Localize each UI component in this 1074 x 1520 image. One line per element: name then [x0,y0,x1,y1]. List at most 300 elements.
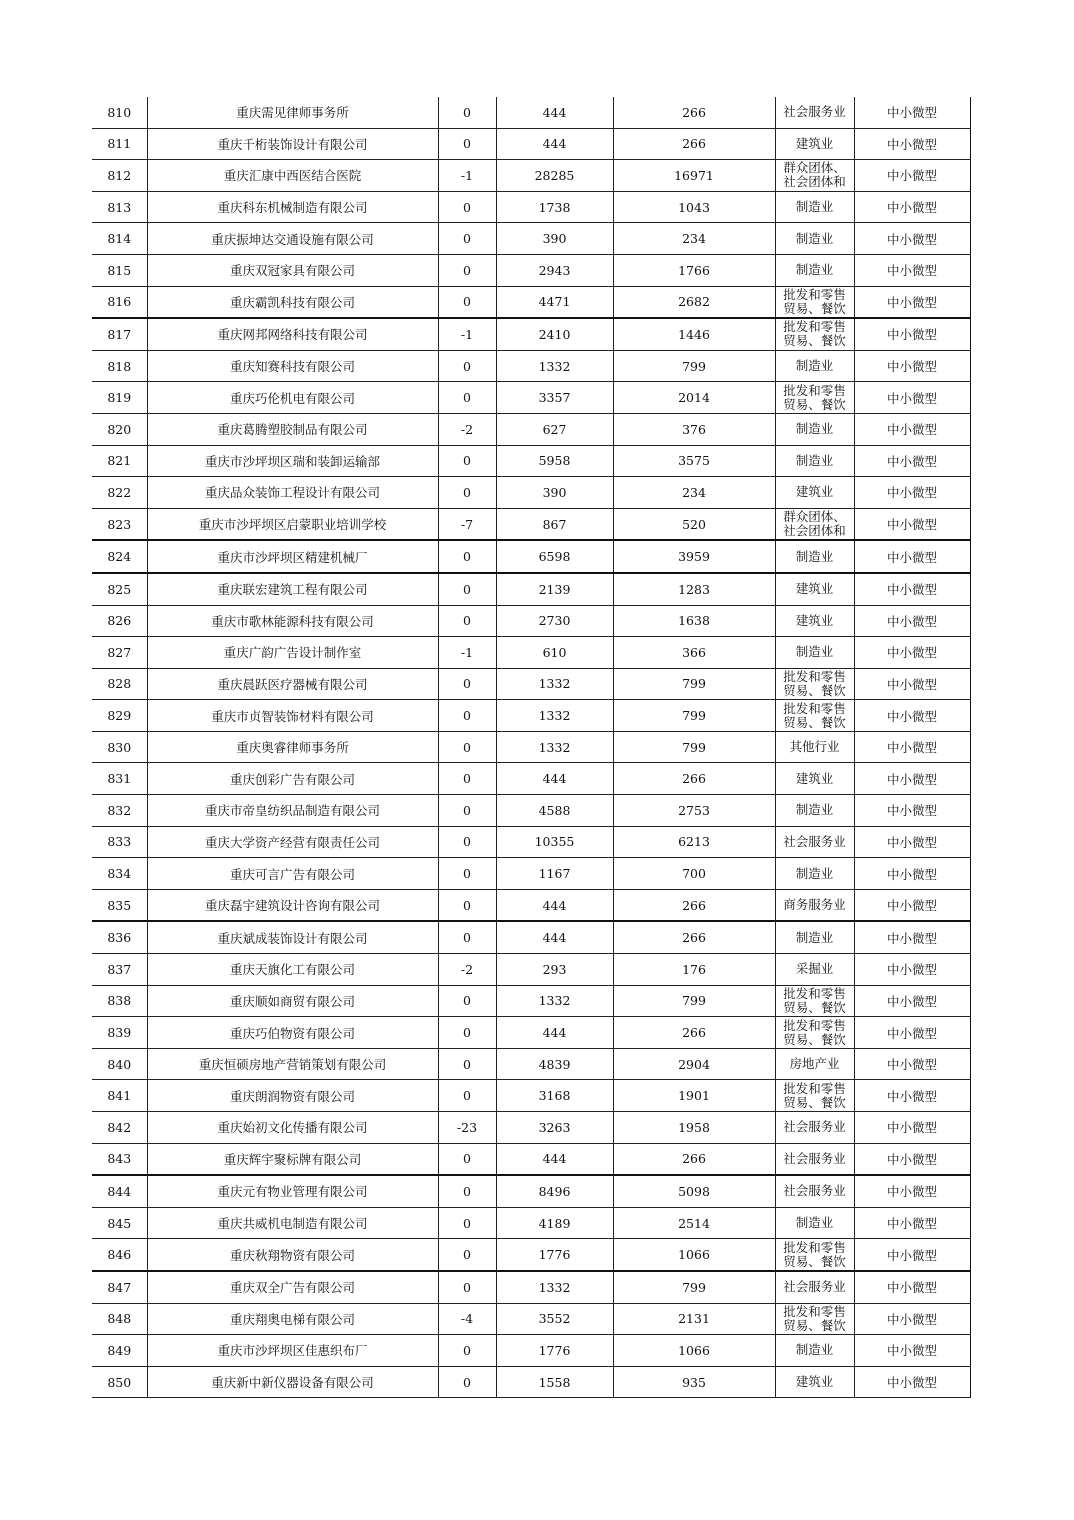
enterprise-type-cell: 中小微型 [854,858,970,890]
change-count-cell: 0 [438,445,496,477]
company-name-cell: 重庆市歌林能源科技有限公司 [147,605,438,637]
amount-b-cell: 4189 [496,1207,613,1239]
company-name-cell: 重庆翔奥电梯有限公司 [147,1303,438,1335]
change-count-cell: 0 [438,382,496,414]
company-name-cell: 重庆巧伯物资有限公司 [147,1017,438,1049]
industry-label: 制造业 [795,1342,834,1358]
industry-label: 建筑业 [795,1374,834,1390]
amount-c-cell: 266 [613,1143,775,1175]
amount-c-cell: 1901 [613,1080,775,1112]
amount-c-cell: 266 [613,1017,775,1049]
enterprise-type-cell: 中小微型 [854,254,970,286]
company-name-cell: 重庆始初文化传播有限公司 [147,1112,438,1144]
enterprise-type-cell: 中小微型 [854,128,970,160]
change-count-cell: 0 [438,1271,496,1303]
amount-b-cell: 4588 [496,795,613,827]
amount-c-cell: 520 [613,508,775,540]
row-number-cell: 848 [92,1303,147,1335]
industry-cell [775,700,854,732]
row-number-cell: 831 [92,763,147,795]
enterprise-type-cell: 中小微型 [854,889,970,921]
company-name-cell: 重庆顺如商贸有限公司 [147,985,438,1017]
amount-b-cell: 444 [496,1017,613,1049]
company-name-cell: 重庆千桁装饰设计有限公司 [147,128,438,160]
enterprise-type-cell: 中小微型 [854,286,970,318]
row-number-cell: 843 [92,1143,147,1175]
amount-b-cell: 390 [496,223,613,255]
amount-b-cell: 627 [496,413,613,445]
table-row [92,921,970,953]
industry-label: 建筑业 [795,484,834,500]
enterprise-type-cell: 中小微型 [854,1143,970,1175]
change-count-cell: 0 [438,763,496,795]
amount-b-cell: 1332 [496,350,613,382]
industry-label: 批发和零售贸易、餐饮 [783,383,846,412]
industry-cell [775,254,854,286]
change-count-cell: 0 [438,858,496,890]
table-row [92,1080,970,1112]
enterprise-type-cell: 中小微型 [854,826,970,858]
table-row [92,1143,970,1175]
table-row [92,1017,970,1049]
amount-b-cell: 1332 [496,985,613,1017]
amount-c-cell: 266 [613,128,775,160]
table-row [92,445,970,477]
company-name-cell: 重庆磊宇建筑设计咨询有限公司 [147,889,438,921]
industry-cell [775,1048,854,1080]
industry-cell [775,160,854,192]
table-body [92,97,970,1398]
amount-c-cell: 1043 [613,191,775,223]
industry-label: 批发和零售贸易、餐饮 [783,320,846,349]
amount-c-cell: 2753 [613,795,775,827]
table-row [92,637,970,669]
change-count-cell: 0 [438,1143,496,1175]
row-number-cell: 813 [92,191,147,223]
enterprise-type-cell: 中小微型 [854,731,970,763]
enterprise-type-cell: 中小微型 [854,954,970,986]
amount-b-cell: 1776 [496,1335,613,1367]
industry-label: 制造业 [795,358,834,374]
table-row [92,128,970,160]
table-row [92,1366,970,1398]
amount-b-cell: 610 [496,637,613,669]
table-row [92,1239,970,1271]
table-row [92,413,970,445]
table-row [92,540,970,573]
company-name-cell: 重庆汇康中西医结合医院 [147,160,438,192]
change-count-cell: 0 [438,1017,496,1049]
table-row [92,700,970,732]
amount-b-cell: 1332 [496,700,613,732]
industry-cell [775,605,854,637]
spreadsheet-page [92,97,970,1398]
industry-cell [775,540,854,573]
amount-b-cell: 867 [496,508,613,540]
amount-b-cell: 2139 [496,573,613,605]
amount-b-cell: 3357 [496,382,613,414]
change-count-cell: -2 [438,413,496,445]
company-name-cell: 重庆市沙坪坝区精建机械厂 [147,540,438,573]
amount-c-cell: 2514 [613,1207,775,1239]
row-number-cell: 838 [92,985,147,1017]
enterprise-type-cell: 中小微型 [854,1271,970,1303]
amount-c-cell: 2904 [613,1048,775,1080]
industry-cell [775,985,854,1017]
industry-label: 批发和零售贸易、餐饮 [783,1018,846,1047]
industry-label: 制造业 [795,199,834,215]
industry-cell [775,889,854,921]
enterprise-type-cell: 中小微型 [854,1048,970,1080]
industry-cell [775,1366,854,1398]
amount-c-cell: 3959 [613,540,775,573]
change-count-cell: 0 [438,700,496,732]
company-name-cell: 重庆市沙坪坝区佳惠织布厂 [147,1335,438,1367]
company-name-cell: 重庆晨跃医疗器械有限公司 [147,668,438,700]
industry-cell [775,1080,854,1112]
table-row [92,1048,970,1080]
amount-b-cell: 1558 [496,1366,613,1398]
amount-c-cell: 266 [613,889,775,921]
industry-cell [775,1271,854,1303]
amount-b-cell: 444 [496,889,613,921]
industry-label: 商务服务业 [783,897,846,913]
industry-label: 制造业 [795,929,834,945]
enterprise-type-cell: 中小微型 [854,1366,970,1398]
amount-b-cell: 8496 [496,1175,613,1207]
row-number-cell: 847 [92,1271,147,1303]
company-name-cell: 重庆创彩广告有限公司 [147,763,438,795]
industry-cell [775,508,854,540]
change-count-cell: 0 [438,1080,496,1112]
industry-label: 制造业 [795,262,834,278]
change-count-cell: 0 [438,350,496,382]
row-number-cell: 832 [92,795,147,827]
change-count-cell: 0 [438,985,496,1017]
industry-cell [775,826,854,858]
company-name-cell: 重庆辉宇聚标牌有限公司 [147,1143,438,1175]
table-row [92,573,970,605]
change-count-cell: 0 [438,605,496,637]
amount-c-cell: 799 [613,350,775,382]
table-row [92,1175,970,1207]
row-number-cell: 840 [92,1048,147,1080]
industry-cell [775,445,854,477]
amount-b-cell: 1332 [496,731,613,763]
industry-label: 制造业 [795,802,834,818]
industry-label: 建筑业 [795,612,834,628]
company-name-cell: 重庆科东机械制造有限公司 [147,191,438,223]
industry-label: 其他行业 [789,739,840,755]
industry-label: 制造业 [795,1215,834,1231]
amount-b-cell: 444 [496,128,613,160]
enterprise-type-cell: 中小微型 [854,1303,970,1335]
change-count-cell: 0 [438,191,496,223]
industry-cell [775,191,854,223]
change-count-cell: 0 [438,1239,496,1271]
company-name-cell: 重庆奥睿律师事务所 [147,731,438,763]
company-name-cell: 重庆天旗化工有限公司 [147,954,438,986]
row-number-cell: 825 [92,573,147,605]
row-number-cell: 830 [92,731,147,763]
enterprise-type-cell: 中小微型 [854,985,970,1017]
company-name-cell: 重庆可言广告有限公司 [147,858,438,890]
industry-label: 制造业 [795,644,834,660]
amount-b-cell: 1167 [496,858,613,890]
industry-cell [775,477,854,509]
industry-label: 制造业 [795,548,834,564]
company-name-cell: 重庆双全广告有限公司 [147,1271,438,1303]
company-name-cell: 重庆市沙坪坝区瑞和装卸运输部 [147,445,438,477]
table-row [92,826,970,858]
industry-label: 社会服务业 [783,1279,846,1295]
enterprise-table [92,97,971,1398]
amount-b-cell: 444 [496,1143,613,1175]
amount-c-cell: 234 [613,223,775,255]
industry-label: 制造业 [795,421,834,437]
industry-cell [775,573,854,605]
row-number-cell: 824 [92,540,147,573]
amount-c-cell: 700 [613,858,775,890]
amount-c-cell: 16971 [613,160,775,192]
row-number-cell: 849 [92,1335,147,1367]
amount-c-cell: 1066 [613,1239,775,1271]
amount-c-cell: 2131 [613,1303,775,1335]
row-number-cell: 834 [92,858,147,890]
company-name-cell: 重庆振坤达交通设施有限公司 [147,223,438,255]
row-number-cell: 814 [92,223,147,255]
enterprise-type-cell: 中小微型 [854,1207,970,1239]
amount-b-cell: 444 [496,921,613,953]
row-number-cell: 842 [92,1112,147,1144]
company-name-cell: 重庆联宏建筑工程有限公司 [147,573,438,605]
table-row [92,1112,970,1144]
row-number-cell: 826 [92,605,147,637]
industry-label: 批发和零售贸易、餐饮 [783,986,846,1015]
row-number-cell: 822 [92,477,147,509]
row-number-cell: 833 [92,826,147,858]
amount-b-cell: 390 [496,477,613,509]
change-count-cell: 0 [438,254,496,286]
enterprise-type-cell: 中小微型 [854,1017,970,1049]
change-count-cell: -1 [438,160,496,192]
change-count-cell: 0 [438,540,496,573]
company-name-cell: 重庆秋翔物资有限公司 [147,1239,438,1271]
change-count-cell: -1 [438,637,496,669]
table-row [92,1271,970,1303]
table-row [92,954,970,986]
table-row [92,350,970,382]
amount-b-cell: 6598 [496,540,613,573]
amount-c-cell: 799 [613,668,775,700]
industry-cell [775,1239,854,1271]
row-number-cell: 841 [92,1080,147,1112]
change-count-cell: 0 [438,795,496,827]
row-number-cell: 816 [92,286,147,318]
amount-c-cell: 176 [613,954,775,986]
amount-b-cell: 4471 [496,286,613,318]
industry-label: 社会服务业 [783,1150,846,1166]
change-count-cell: 0 [438,1335,496,1367]
amount-b-cell: 1332 [496,668,613,700]
industry-label: 社会服务业 [783,1119,846,1135]
table-row [92,382,970,414]
table-row [92,1303,970,1335]
enterprise-type-cell: 中小微型 [854,350,970,382]
industry-label: 批发和零售贸易、餐饮 [783,1081,846,1110]
industry-cell [775,413,854,445]
amount-b-cell: 3552 [496,1303,613,1335]
amount-c-cell: 266 [613,763,775,795]
enterprise-type-cell: 中小微型 [854,1239,970,1271]
company-name-cell: 重庆知赛科技有限公司 [147,350,438,382]
change-count-cell: 0 [438,128,496,160]
industry-label: 社会服务业 [783,1183,846,1199]
change-count-cell: 0 [438,731,496,763]
change-count-cell: 0 [438,477,496,509]
company-name-cell: 重庆市沙坪坝区启蒙职业培训学校 [147,508,438,540]
industry-cell [775,795,854,827]
enterprise-type-cell: 中小微型 [854,508,970,540]
company-name-cell: 重庆恒硕房地产营销策划有限公司 [147,1048,438,1080]
change-count-cell: 0 [438,826,496,858]
enterprise-type-cell: 中小微型 [854,1335,970,1367]
enterprise-type-cell: 中小微型 [854,223,970,255]
enterprise-type-cell: 中小微型 [854,477,970,509]
company-name-cell: 重庆需见律师事务所 [147,97,438,128]
row-number-cell: 811 [92,128,147,160]
table-row [92,286,970,318]
row-number-cell: 820 [92,413,147,445]
amount-b-cell: 4839 [496,1048,613,1080]
enterprise-type-cell: 中小微型 [854,700,970,732]
change-count-cell: -7 [438,508,496,540]
amount-c-cell: 1958 [613,1112,775,1144]
row-number-cell: 818 [92,350,147,382]
company-name-cell: 重庆市贞智装饰材料有限公司 [147,700,438,732]
amount-c-cell: 799 [613,700,775,732]
amount-b-cell: 1738 [496,191,613,223]
industry-cell [775,382,854,414]
company-name-cell: 重庆元有物业管理有限公司 [147,1175,438,1207]
amount-c-cell: 5098 [613,1175,775,1207]
company-name-cell: 重庆葛腾塑胶制品有限公司 [147,413,438,445]
enterprise-type-cell: 中小微型 [854,1080,970,1112]
change-count-cell: 0 [438,573,496,605]
company-name-cell: 重庆霸凯科技有限公司 [147,286,438,318]
amount-b-cell: 2730 [496,605,613,637]
enterprise-type-cell: 中小微型 [854,921,970,953]
change-count-cell: -4 [438,1303,496,1335]
row-number-cell: 829 [92,700,147,732]
enterprise-type-cell: 中小微型 [854,445,970,477]
amount-c-cell: 799 [613,731,775,763]
row-number-cell: 828 [92,668,147,700]
company-name-cell: 重庆巧伦机电有限公司 [147,382,438,414]
industry-cell [775,731,854,763]
change-count-cell: 0 [438,223,496,255]
table-row [92,795,970,827]
table-row [92,731,970,763]
amount-c-cell: 234 [613,477,775,509]
amount-c-cell: 1446 [613,318,775,350]
enterprise-type-cell: 中小微型 [854,97,970,128]
table-row [92,889,970,921]
row-number-cell: 846 [92,1239,147,1271]
table-row [92,191,970,223]
industry-label: 批发和零售贸易、餐饮 [783,287,846,316]
change-count-cell: 0 [438,1048,496,1080]
change-count-cell: 0 [438,668,496,700]
company-name-cell: 重庆市帝皇纺织品制造有限公司 [147,795,438,827]
industry-cell [775,1303,854,1335]
enterprise-type-cell: 中小微型 [854,795,970,827]
industry-cell [775,1143,854,1175]
industry-cell [775,223,854,255]
company-name-cell: 重庆网邦网络科技有限公司 [147,318,438,350]
change-count-cell: -2 [438,954,496,986]
change-count-cell: -23 [438,1112,496,1144]
row-number-cell: 823 [92,508,147,540]
amount-b-cell: 2410 [496,318,613,350]
amount-c-cell: 1638 [613,605,775,637]
company-name-cell: 重庆双冠家具有限公司 [147,254,438,286]
change-count-cell: 0 [438,286,496,318]
row-number-cell: 837 [92,954,147,986]
table-row [92,160,970,192]
amount-b-cell: 1776 [496,1239,613,1271]
row-number-cell: 839 [92,1017,147,1049]
industry-label: 制造业 [795,452,834,468]
table-row [92,763,970,795]
table-row [92,1335,970,1367]
amount-b-cell: 293 [496,954,613,986]
row-number-cell: 835 [92,889,147,921]
enterprise-type-cell: 中小微型 [854,637,970,669]
amount-c-cell: 1066 [613,1335,775,1367]
industry-cell [775,286,854,318]
enterprise-type-cell: 中小微型 [854,1175,970,1207]
amount-b-cell: 1332 [496,1271,613,1303]
industry-cell [775,763,854,795]
enterprise-type-cell: 中小微型 [854,413,970,445]
amount-b-cell: 444 [496,763,613,795]
table-row [92,605,970,637]
industry-label: 批发和零售贸易、餐饮 [783,1240,846,1269]
industry-label: 采掘业 [795,961,834,977]
amount-c-cell: 266 [613,921,775,953]
amount-b-cell: 5958 [496,445,613,477]
industry-label: 群众团体、社会团体和 [783,161,846,190]
enterprise-type-cell: 中小微型 [854,318,970,350]
table-row [92,1207,970,1239]
amount-b-cell: 10355 [496,826,613,858]
industry-cell [775,1017,854,1049]
enterprise-type-cell: 中小微型 [854,382,970,414]
amount-c-cell: 2682 [613,286,775,318]
amount-c-cell: 3575 [613,445,775,477]
amount-c-cell: 1283 [613,573,775,605]
industry-cell [775,350,854,382]
industry-label: 批发和零售贸易、餐饮 [783,701,846,730]
industry-label: 社会服务业 [783,833,846,849]
change-count-cell: 0 [438,889,496,921]
amount-b-cell: 28285 [496,160,613,192]
row-number-cell: 845 [92,1207,147,1239]
change-count-cell: 0 [438,921,496,953]
industry-cell [775,637,854,669]
amount-b-cell: 3168 [496,1080,613,1112]
